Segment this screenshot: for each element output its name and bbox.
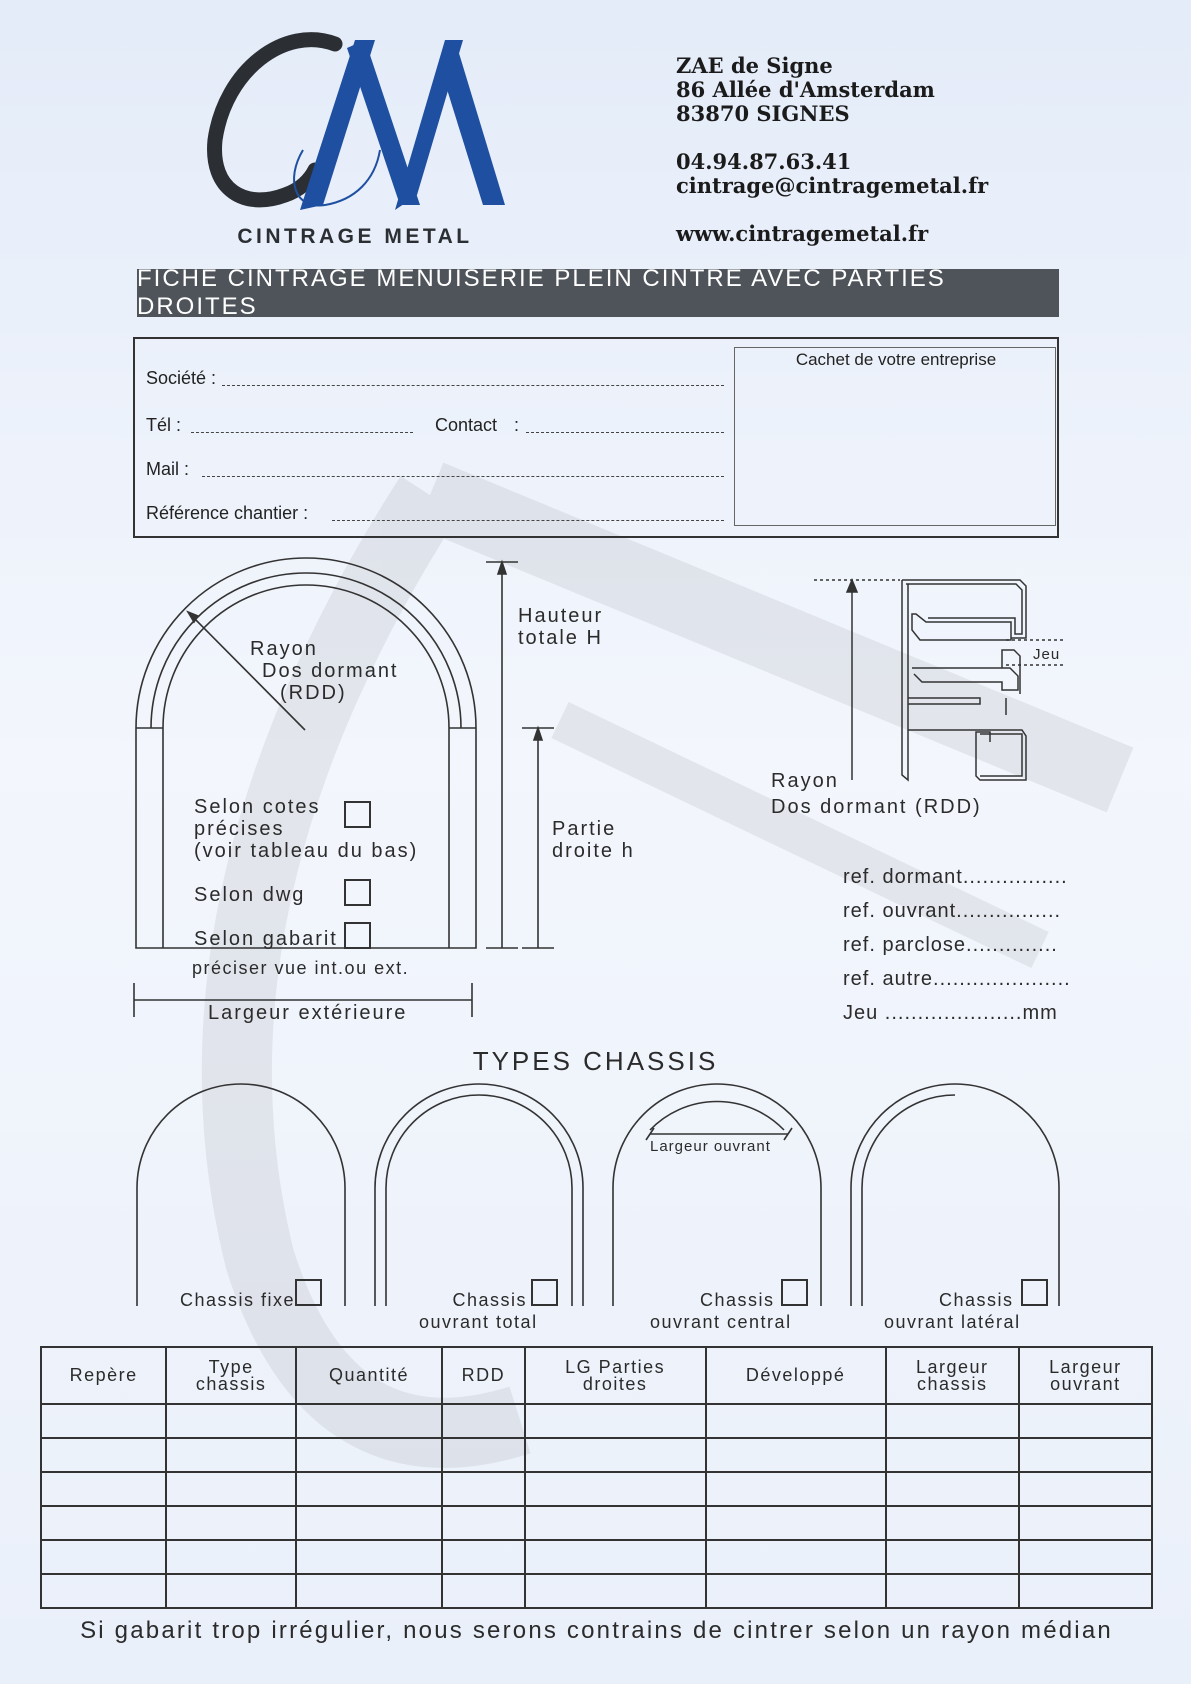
gabarit-checkbox[interactable] [344, 922, 371, 949]
order-table [40, 1346, 1153, 1609]
company-stamp-box[interactable] [734, 347, 1056, 526]
hauteur-label [518, 605, 603, 649]
col-quantite: Quantité [296, 1347, 442, 1404]
page-title: FICHE CINTRAGE MENUISERIE PLEIN CINTRE AVEC PARTIES DROITES [137, 269, 1059, 317]
table-cell[interactable] [1019, 1506, 1152, 1540]
type-lateral-line-2: ouvrant latéral [884, 1312, 1021, 1332]
preciser-note: préciser vue int.ou ext. [192, 958, 410, 978]
table-cell[interactable] [296, 1506, 442, 1540]
table-cell[interactable] [525, 1540, 706, 1574]
table-cell[interactable] [886, 1404, 1019, 1438]
brand-name: CINTRAGE METAL [237, 225, 473, 248]
dwg-checkbox[interactable] [344, 879, 371, 906]
type-total-line-2: ouvrant total [419, 1312, 538, 1332]
email-address[interactable]: cintrage@cintragemetal.fr [676, 173, 989, 198]
types-diagrams [0, 1080, 1191, 1320]
table-cell[interactable] [525, 1438, 706, 1472]
col-repere: Repère [41, 1347, 166, 1404]
ref-ouvrant[interactable]: ref. ouvrant................ [843, 900, 1062, 922]
cotes-checkbox[interactable] [344, 801, 371, 828]
table-cell[interactable] [41, 1574, 166, 1608]
address-block [676, 54, 935, 126]
table-cell[interactable] [706, 1540, 886, 1574]
table-cell[interactable] [886, 1574, 1019, 1608]
table-cell[interactable] [442, 1506, 525, 1540]
profile-rayon-line-2: Dos dormant (RDD) [771, 796, 982, 818]
table-row [41, 1438, 1152, 1472]
table-cell[interactable] [706, 1506, 886, 1540]
largeur-label: Largeur extérieure [208, 1002, 408, 1024]
ref-dormant[interactable]: ref. dormant................ [843, 866, 1068, 888]
type-central-checkbox[interactable] [781, 1279, 808, 1306]
address-line: 86 Allée d'Amsterdam [676, 77, 935, 102]
table-cell[interactable] [41, 1540, 166, 1574]
address-line: 83870 SIGNES [676, 101, 850, 126]
table-row [41, 1506, 1152, 1540]
table-cell[interactable] [166, 1472, 296, 1506]
type-total-checkbox[interactable] [531, 1279, 558, 1306]
table-cell[interactable] [1019, 1472, 1152, 1506]
option-gabarit-label: Selon gabarit [194, 928, 338, 950]
type-fixe-checkbox[interactable] [295, 1279, 322, 1306]
col-largeur-chassis: Largeur chassis [886, 1347, 1019, 1404]
profile-rayon-label [771, 768, 982, 820]
table-cell[interactable] [1019, 1540, 1152, 1574]
ref-jeu[interactable]: Jeu .....................mm [843, 1002, 1058, 1024]
table-cell[interactable] [886, 1506, 1019, 1540]
table-cell[interactable] [166, 1506, 296, 1540]
largeur-ouvrant-label: Largeur ouvrant [650, 1138, 771, 1155]
col-rdd: RDD [442, 1347, 525, 1404]
rayon-label [250, 638, 399, 704]
societe-label: Société : [146, 368, 217, 388]
rayon-line-3: (RDD) [280, 682, 347, 704]
table-cell[interactable] [706, 1574, 886, 1608]
website-link[interactable]: www.cintragemetal.fr [676, 221, 929, 246]
partie-label [552, 818, 635, 862]
col-largeur-ouvrant: Largeur ouvrant [1019, 1347, 1152, 1404]
table-cell[interactable] [442, 1540, 525, 1574]
table-cell[interactable] [296, 1472, 442, 1506]
table-row [41, 1472, 1152, 1506]
col-type-chassis: Type chassis [166, 1347, 296, 1404]
tel-field[interactable] [191, 432, 413, 433]
table-row [41, 1404, 1152, 1438]
option-dwg-label: Selon dwg [194, 884, 306, 906]
table-cell[interactable] [442, 1472, 525, 1506]
option-cotes-label [194, 796, 418, 862]
table-cell[interactable] [296, 1540, 442, 1574]
table-cell[interactable] [442, 1404, 525, 1438]
table-cell[interactable] [166, 1540, 296, 1574]
table-cell[interactable] [525, 1574, 706, 1608]
hauteur-line-2: totale H [518, 627, 603, 649]
table-cell[interactable] [41, 1472, 166, 1506]
contact-field[interactable] [526, 432, 724, 433]
table-cell[interactable] [1019, 1438, 1152, 1472]
table-header-row [41, 1347, 1152, 1404]
table-cell[interactable] [442, 1438, 525, 1472]
partie-line-1: Partie [552, 818, 617, 840]
table-cell[interactable] [41, 1506, 166, 1540]
table-cell[interactable] [706, 1438, 886, 1472]
table-cell[interactable] [886, 1472, 1019, 1506]
table-body [41, 1404, 1152, 1608]
table-cell[interactable] [886, 1540, 1019, 1574]
reference-field[interactable] [332, 520, 724, 521]
profile-diagram [800, 570, 1080, 790]
table-cell[interactable] [1019, 1574, 1152, 1608]
tel-label: Tél : [146, 415, 182, 435]
table-cell[interactable] [525, 1472, 706, 1506]
table-cell[interactable] [41, 1404, 166, 1438]
cotes-line-3: (voir tableau du bas) [194, 840, 419, 862]
type-lateral-checkbox[interactable] [1021, 1279, 1048, 1306]
table-cell[interactable] [41, 1438, 166, 1472]
contact-label: Contact : [435, 415, 520, 435]
table-cell[interactable] [296, 1404, 442, 1438]
jeu-profile-label: Jeu [1033, 646, 1061, 663]
types-heading: TYPES CHASSIS [472, 1046, 719, 1076]
address-line: ZAE de Signe [676, 53, 833, 78]
table-cell[interactable] [525, 1404, 706, 1438]
table-cell[interactable] [886, 1438, 1019, 1472]
partie-line-2: droite h [552, 840, 635, 862]
profile-rayon-line-1: Rayon [771, 770, 839, 792]
company-logo [205, 30, 505, 255]
rayon-line-2: Dos dormant [262, 660, 399, 682]
type-central-line-2: ouvrant central [650, 1312, 792, 1332]
cotes-line-2: précises [194, 818, 285, 840]
ref-autre[interactable]: ref. autre..................... [843, 968, 1071, 990]
table-cell[interactable] [706, 1404, 886, 1438]
hauteur-line-1: Hauteur [518, 605, 604, 627]
cotes-line-1: Selon cotes [194, 796, 321, 818]
table-cell[interactable] [706, 1472, 886, 1506]
col-developpe: Développé [706, 1347, 886, 1404]
ref-parclose[interactable]: ref. parclose.............. [843, 934, 1058, 956]
table-cell[interactable] [442, 1574, 525, 1608]
table-cell[interactable] [166, 1574, 296, 1608]
mail-label: Mail : [146, 459, 190, 479]
table-cell[interactable] [525, 1506, 706, 1540]
table-cell[interactable] [296, 1574, 442, 1608]
company-stamp-label: Cachet de votre entreprise [795, 350, 997, 369]
table-row [41, 1540, 1152, 1574]
mail-field[interactable] [202, 476, 724, 477]
table-cell[interactable] [1019, 1404, 1152, 1438]
table-cell[interactable] [166, 1438, 296, 1472]
type-total-label [419, 1290, 527, 1311]
type-total-line-1: Chassis [452, 1290, 527, 1310]
phone-number: 04.94.87.63.41 [676, 149, 852, 174]
rayon-line-1: Rayon [250, 638, 318, 660]
type-fixe-label [180, 1290, 295, 1311]
type-central-line-1: Chassis [700, 1290, 775, 1310]
type-fixe-line-1: Chassis fixe [180, 1290, 296, 1310]
reference-label: Référence chantier : [146, 503, 309, 523]
table-row [41, 1574, 1152, 1608]
footer-note: Si gabarit trop irrégulier, nous serons contrains de cintrer selon un rayon médian [80, 1617, 1113, 1644]
col-lg-parties: LG Parties droites [525, 1347, 706, 1404]
table-cell[interactable] [296, 1438, 442, 1472]
societe-field[interactable] [222, 385, 724, 386]
type-lateral-line-1: Chassis [939, 1290, 1014, 1310]
table-cell[interactable] [166, 1404, 296, 1438]
